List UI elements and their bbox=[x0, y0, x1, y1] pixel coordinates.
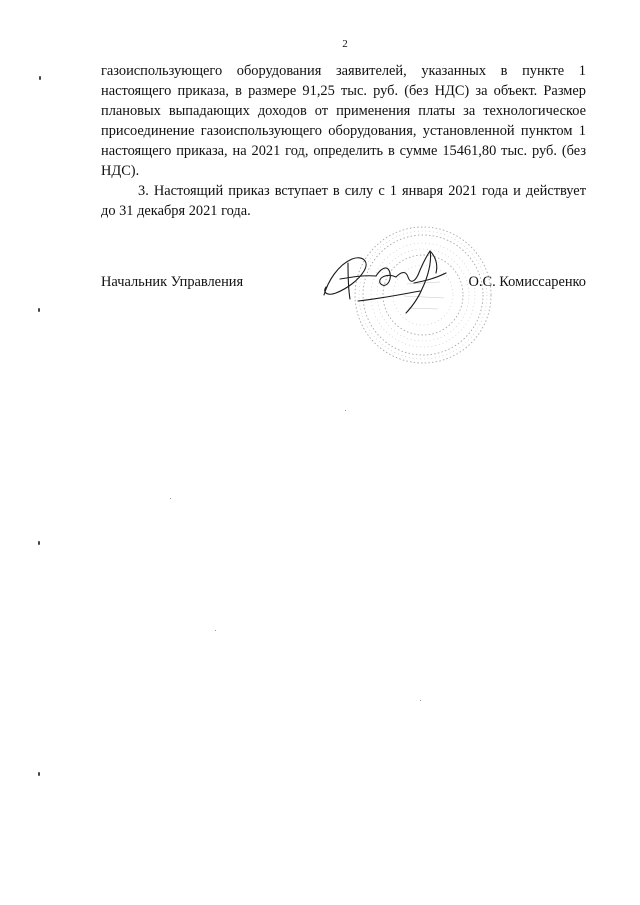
scan-dot bbox=[345, 410, 346, 411]
scan-speck bbox=[39, 76, 41, 80]
signatory-title: Начальник Управления bbox=[101, 274, 244, 290]
scan-speck bbox=[38, 308, 40, 312]
scan-speck bbox=[38, 541, 40, 545]
scan-speck bbox=[38, 772, 40, 776]
handwritten-signature bbox=[318, 243, 468, 315]
scan-dot bbox=[215, 630, 216, 631]
signatory-name: О.С. Комиссаренко bbox=[468, 274, 586, 290]
document-body bbox=[101, 61, 586, 221]
paragraph-continuation: газоиспользующего оборудования заявителей, указанных в пункте 1 настоящего приказа, в размере 91,25 тыс. руб. (без НДС) за объект. Размер плановых выпадающих доходов от применения платы за технологическое присоединение газоиспользующего оборудования, установленной пунктом 1 настоящего приказа, на 2021 год, определить в сумме 15461,80 тыс. руб. (без НДС). bbox=[101, 63, 586, 179]
paragraph-3: 3. Настоящий приказ вступает в силу с 1 января 2021 года и действует до 31 декабря 2021 года. bbox=[101, 183, 586, 219]
page-number: 2 bbox=[342, 38, 348, 50]
scan-dot bbox=[420, 700, 421, 701]
scan-dot bbox=[170, 498, 171, 499]
